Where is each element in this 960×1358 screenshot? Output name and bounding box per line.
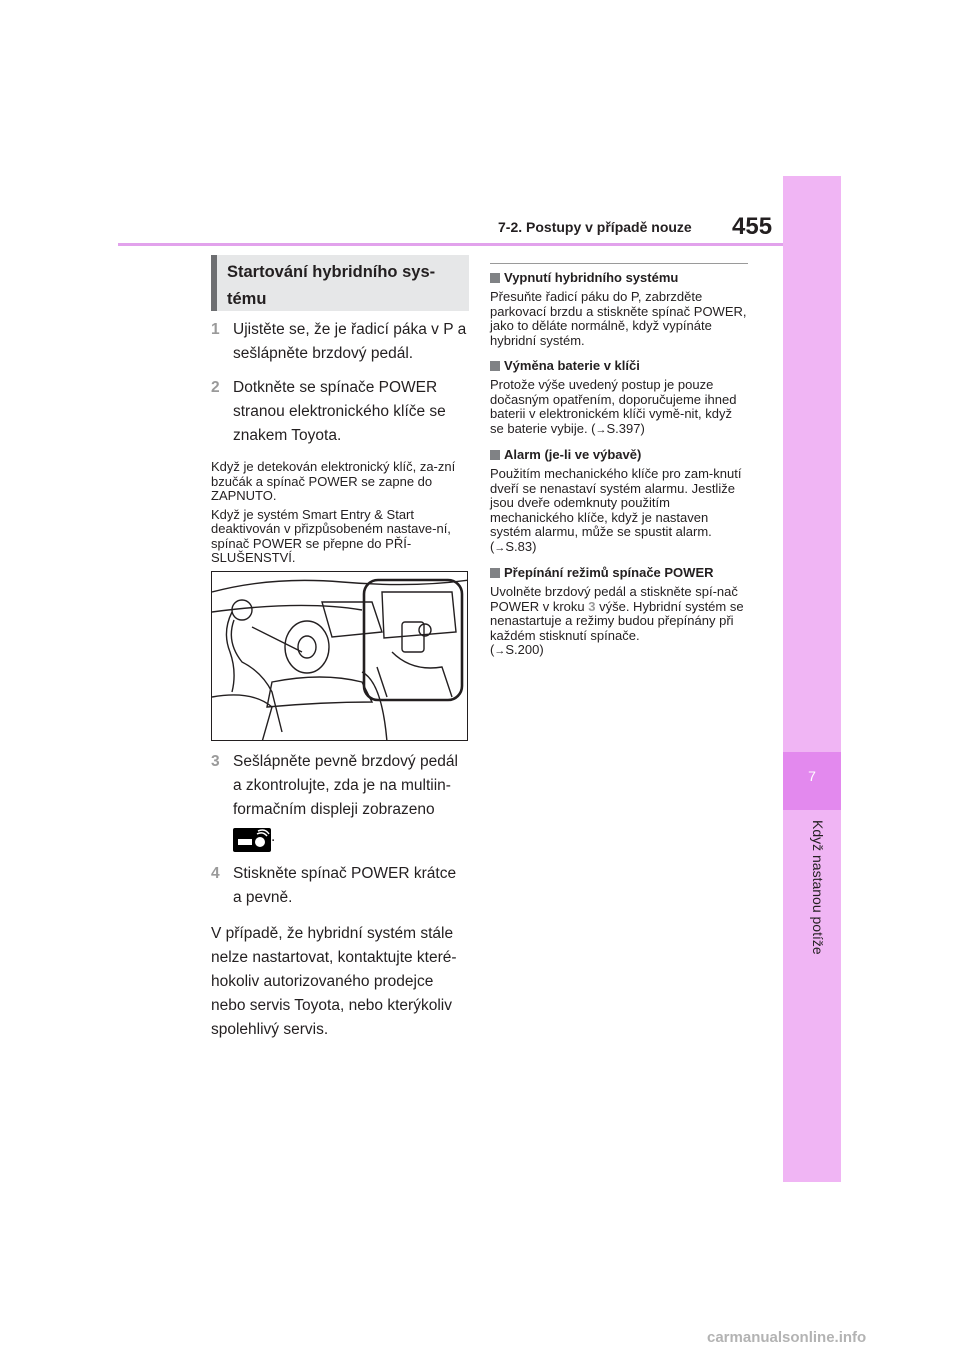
chapter-title: Když nastanou potíže [810, 820, 826, 955]
subsection-body: Použitím mechanického klíče pro zam-knutí dveří se nenastaví systém alarmu. Jestliže jsou dveře odemknuty použitím mechanického klíče, když je nastaven systém alarmu, může se spustit alarm. (→S.83) [490, 466, 742, 554]
header-rule [118, 243, 783, 246]
step-text: Ujistěte se, že je řadicí páka v P a sešlápněte brzdový pedál. [233, 321, 467, 362]
bullet-square-icon [490, 361, 500, 371]
subheading: Alarm (je-li ve výbavě) [490, 446, 748, 463]
subsection-body: Uvolněte brzdový pedál a stiskněte spí-nač POWER v kroku 3 výše. Hybridní systém se nenastartuje a režimy budou přepínány při každém stisknutí spínače. (→S.200) [490, 584, 744, 657]
page-ref-link[interactable]: S.83 [505, 538, 533, 554]
heading-line-1: Startování hybridního sys- [227, 263, 436, 281]
note-2: Když je systém Smart Entry & Start deaktivován v přizpůsobeném nastave-ní, spínač POWER se přepne do PŘÍ-SLUŠENSTVÍ. [211, 506, 451, 565]
page-ref-link[interactable]: S.397 [606, 420, 641, 436]
section-title: 7-2. Postupy v případě nouze [498, 219, 692, 235]
subheading: Vypnutí hybridního systému [490, 269, 748, 286]
section-heading [211, 255, 469, 311]
step-text: Sešlápněte pevně brzdový pedál a zkontrolujte, zda je na multiin-formačním displeji zobrazeno [233, 753, 458, 818]
left-column-top [211, 318, 469, 566]
step-number: 4 [211, 865, 220, 882]
bullet-square-icon [490, 450, 500, 460]
arrow-right-icon: → [494, 541, 506, 554]
step-number: 2 [211, 379, 220, 396]
step-3 [211, 750, 469, 852]
step-number: 3 [211, 753, 220, 770]
page-number: 455 [732, 213, 773, 240]
subheading: Přepínání režimů spínače POWER [490, 564, 748, 581]
subsection-body: Protože výše uvedený postup je pouze dočasným opatřením, doporučujeme ihned baterii v elektronickém klíči vymě-nit, když se baterie vybije. (→S.397) [490, 377, 737, 436]
bullet-square-icon [490, 568, 500, 578]
step-suffix: . [271, 828, 276, 846]
arrow-right-icon: → [494, 645, 506, 657]
key-indicator-icon [233, 828, 271, 852]
closing-paragraph: V případě, že hybridní systém stále nelze nastartovat, kontaktujte které-hokoliv autorizovaného prodejce nebo servis Toyota, nebo kterýkoliv spolehlivý servis. [211, 925, 457, 1038]
note-1: Když je detekován elektronický klíč, za-zní bzučák a spínač POWER se zapne do ZAPNUTO. [211, 459, 456, 503]
step-ref: 3 [588, 598, 596, 614]
right-column [490, 263, 748, 668]
step-number: 1 [211, 321, 220, 338]
chapter-number: 7 [808, 768, 816, 784]
heading-line-2: tému [227, 290, 267, 308]
dashboard-illustration [211, 571, 468, 741]
step-text: Stiskněte spínač POWER krátce a pevně. [233, 865, 457, 906]
page-ref-link[interactable]: S.200 [505, 642, 540, 657]
step-1 [211, 318, 469, 366]
step-4 [211, 862, 469, 910]
arrow-right-icon: → [595, 423, 607, 436]
bullet-square-icon [490, 273, 500, 283]
watermark: carmanualsonline.info [707, 1329, 867, 1346]
step-2 [211, 376, 469, 448]
subsection-body: Přesuňte řadicí páku do P, zabrzděte parkovací brzdu a stiskněte spínač POWER, jako to děláte normálně, když vypínáte hybridní systém. [490, 289, 747, 348]
left-column-bottom [211, 750, 469, 1042]
step-text: Dotkněte se spínače POWER stranou elektronického klíče se znakem Toyota. [233, 379, 446, 444]
chapter-sidebar [783, 176, 841, 1182]
subheading: Výměna baterie v klíči [490, 357, 748, 374]
